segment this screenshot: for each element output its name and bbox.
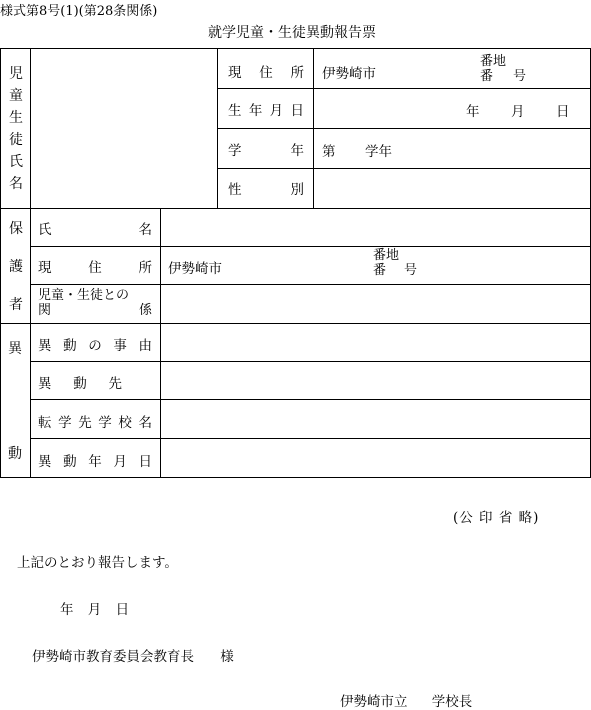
banchi-text: 番地 — [480, 54, 507, 69]
label-char: 年 — [248, 103, 263, 119]
label-char: 年 — [88, 454, 102, 470]
guardian-address-label — [38, 256, 152, 276]
change-label-char: 動 — [8, 446, 22, 462]
table-border-bottom — [0, 477, 591, 478]
label-char: 異 — [38, 338, 52, 354]
grade-prefix: 第 — [322, 144, 336, 160]
label-char: 転 — [38, 415, 52, 431]
guardian-address-number — [373, 248, 417, 278]
change-reason-label — [38, 334, 152, 354]
table-border-left — [0, 48, 1, 478]
label-char: の — [88, 338, 102, 354]
guardian-label-char: 保 — [9, 221, 23, 237]
student-label-char: 名 — [9, 176, 23, 192]
label-char: 動 — [63, 454, 77, 470]
label-char: 関 — [38, 303, 52, 318]
label-char: 先 — [78, 415, 92, 431]
section-line-guardian — [0, 208, 591, 209]
change-row-line — [30, 399, 591, 400]
table-border-top — [0, 48, 591, 49]
label-char: 校 — [118, 415, 132, 431]
birth-year-mark: 年 — [466, 104, 480, 120]
label-char: 先 — [108, 376, 122, 392]
guardian-row-line — [30, 246, 591, 247]
birth-day-mark: 日 — [556, 104, 570, 120]
label-char: 住 — [88, 260, 102, 276]
label-char: 番 — [373, 263, 387, 278]
change-row-line — [30, 361, 591, 362]
label-char: 異 — [38, 454, 52, 470]
gender-label — [228, 178, 304, 198]
birth-month-mark: 月 — [511, 104, 525, 120]
label-char: 年 — [290, 143, 304, 159]
student-label-char: 児 — [9, 66, 23, 82]
student-label-char: 生 — [9, 110, 23, 126]
change-date-label — [38, 450, 152, 470]
student-label-char: 徒 — [9, 132, 23, 148]
guardian-section-label — [8, 210, 24, 324]
birthdate-label — [228, 99, 304, 119]
label-char: 生 — [228, 103, 242, 119]
label-char: 月 — [269, 103, 284, 119]
student-row-line — [217, 168, 591, 169]
label-char: 異 — [38, 376, 52, 392]
grade-label — [228, 139, 304, 159]
student-label-char: 童 — [9, 88, 23, 104]
guardian-row-line — [30, 284, 591, 285]
page-title: 就学児童・生徒異動報告票 — [208, 25, 376, 41]
student-address-city: 伊勢崎市 — [322, 66, 376, 82]
guardian-label-char: 護 — [9, 259, 23, 275]
label-char: 学 — [228, 143, 242, 159]
label-char: 学 — [98, 415, 112, 431]
label-char: 動 — [73, 376, 87, 392]
date-line: 年 月 日 — [60, 602, 130, 618]
label-char: 別 — [290, 182, 304, 198]
guardian-name-label — [38, 218, 152, 238]
section-label-divider — [30, 48, 31, 478]
address-label — [228, 61, 304, 81]
student-row-line — [217, 128, 591, 129]
bango-text — [373, 263, 417, 278]
label-char: 氏 — [38, 222, 52, 238]
change-destination-label — [38, 372, 122, 392]
relation-line1: 児童・生徒との — [38, 288, 130, 303]
guardian-address-city: 伊勢崎市 — [168, 261, 222, 277]
addressee: 伊勢崎市教育委員会教育長 様 — [32, 649, 234, 665]
label-char: 日 — [138, 454, 152, 470]
label-char: 月 — [113, 454, 127, 470]
student-label-char: 氏 — [9, 154, 23, 170]
label-char: 住 — [259, 65, 273, 81]
grade-suffix: 学年 — [365, 144, 392, 160]
guardian-label-char: 者 — [9, 297, 23, 313]
label-char: 日 — [290, 103, 304, 119]
label-char: 所 — [290, 65, 304, 81]
change-row-line — [30, 438, 591, 439]
student-row-line — [217, 88, 591, 89]
transfer-school-label — [38, 411, 152, 431]
section-line-change — [0, 323, 591, 324]
student-address-number — [480, 54, 526, 84]
label-char: 名 — [138, 222, 152, 238]
label-char: 性 — [228, 182, 242, 198]
label-char: 係 — [138, 303, 152, 318]
label-char: 由 — [138, 338, 152, 354]
label-char: 所 — [138, 260, 152, 276]
guardian-relation-label — [38, 288, 152, 318]
label-char: 現 — [38, 260, 52, 276]
label-char: 現 — [228, 65, 242, 81]
label-char: 号 — [512, 69, 526, 84]
label-char: 号 — [403, 263, 417, 278]
banchi-text: 番地 — [373, 248, 400, 263]
report-statement: 上記のとおり報告します。 — [17, 555, 178, 571]
label-char: 事 — [113, 338, 127, 354]
form-number: 様式第8号(1)(第28条関係) — [0, 4, 158, 19]
label-char: 番 — [480, 69, 494, 84]
bango-text — [480, 69, 526, 84]
label-char: 動 — [63, 338, 77, 354]
label-char: 学 — [58, 415, 72, 431]
label-char: 名 — [138, 415, 152, 431]
student-section-label — [8, 63, 24, 195]
change-label-char: 異 — [8, 341, 22, 357]
sender: 伊勢崎市立 学校長 — [340, 694, 473, 710]
relation-line2 — [38, 303, 152, 318]
seal-omitted-note: (公 印 省 略) — [453, 510, 540, 526]
